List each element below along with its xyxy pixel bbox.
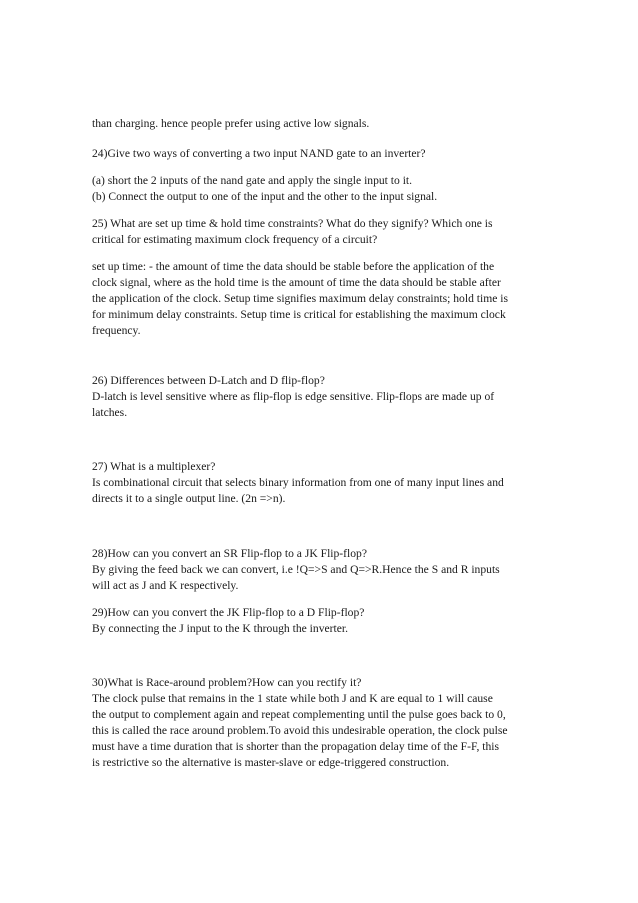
answer-24-a: (a) short the 2 inputs of the nand gate and apply the single input to it.: [92, 174, 413, 187]
question-25-line-1: 25) What are set up time & hold time constraints? What do they signify? Which one is: [92, 217, 493, 230]
intro-text: than charging. hence people prefer using active low signals.: [92, 117, 370, 130]
question-28: 28)How can you convert an SR Flip-flop to a JK Flip-flop?: [92, 547, 367, 560]
answer-28-line-2: will act as J and K respectively.: [92, 579, 239, 592]
answer-27-line-2: directs it to a single output line. (2n =>n).: [92, 492, 286, 505]
question-30: 30)What is Race-around problem?How can you rectify it?: [92, 676, 362, 689]
question-25-line-2: critical for estimating maximum clock frequency of a circuit?: [92, 233, 378, 246]
answer-27-line-1: Is combinational circuit that selects binary information from one of many input lines and: [92, 476, 504, 489]
answer-26-line-1: D-latch is level sensitive where as flip-flop is edge sensitive. Flip-flops are made up of: [92, 390, 495, 403]
question-29: 29)How can you convert the JK Flip-flop to a D Flip-flop?: [92, 606, 365, 619]
answer-24-b: (b) Connect the output to one of the input and the other to the input signal.: [92, 190, 438, 203]
answer-30-line-3: this is called the race around problem.To avoid this undesirable operation, the clock pulse: [92, 724, 508, 737]
answer-25-line-1: set up time: - the amount of time the data should be stable before the application of the: [92, 260, 495, 273]
answer-25-line-3: the application of the clock. Setup time signifies maximum delay constraints; hold time is: [92, 292, 509, 305]
answer-28-line-1: By giving the feed back we can convert, i.e !Q=>S and Q=>R.Hence the S and R inputs: [92, 563, 500, 576]
answer-30-line-4: must have a time duration that is shorter than the propagation delay time of the F-F, this: [92, 740, 500, 753]
answer-25-line-5: frequency.: [92, 324, 141, 337]
answer-25-line-2: clock signal, where as the hold time is the amount of time the data should be stable after: [92, 276, 501, 289]
answer-30-line-1: The clock pulse that remains in the 1 state while both J and K are equal to 1 will cause: [92, 692, 493, 705]
answer-26-line-2: latches.: [92, 406, 128, 419]
answer-29-line-1: By connecting the J input to the K through the inverter.: [92, 622, 348, 635]
question-24: 24)Give two ways of converting a two input NAND gate to an inverter?: [92, 147, 426, 160]
answer-30-line-5: is restrictive so the alternative is master-slave or edge-triggered construction.: [92, 756, 450, 769]
answer-25-line-4: for minimum delay constraints. Setup time is critical for establishing the maximum clock: [92, 308, 506, 321]
answer-30-line-2: the output to complement again and repeat complementing until the pulse goes back to 0,: [92, 708, 506, 721]
question-27: 27) What is a multiplexer?: [92, 460, 216, 473]
question-26: 26) Differences between D-Latch and D flip-flop?: [92, 374, 325, 387]
